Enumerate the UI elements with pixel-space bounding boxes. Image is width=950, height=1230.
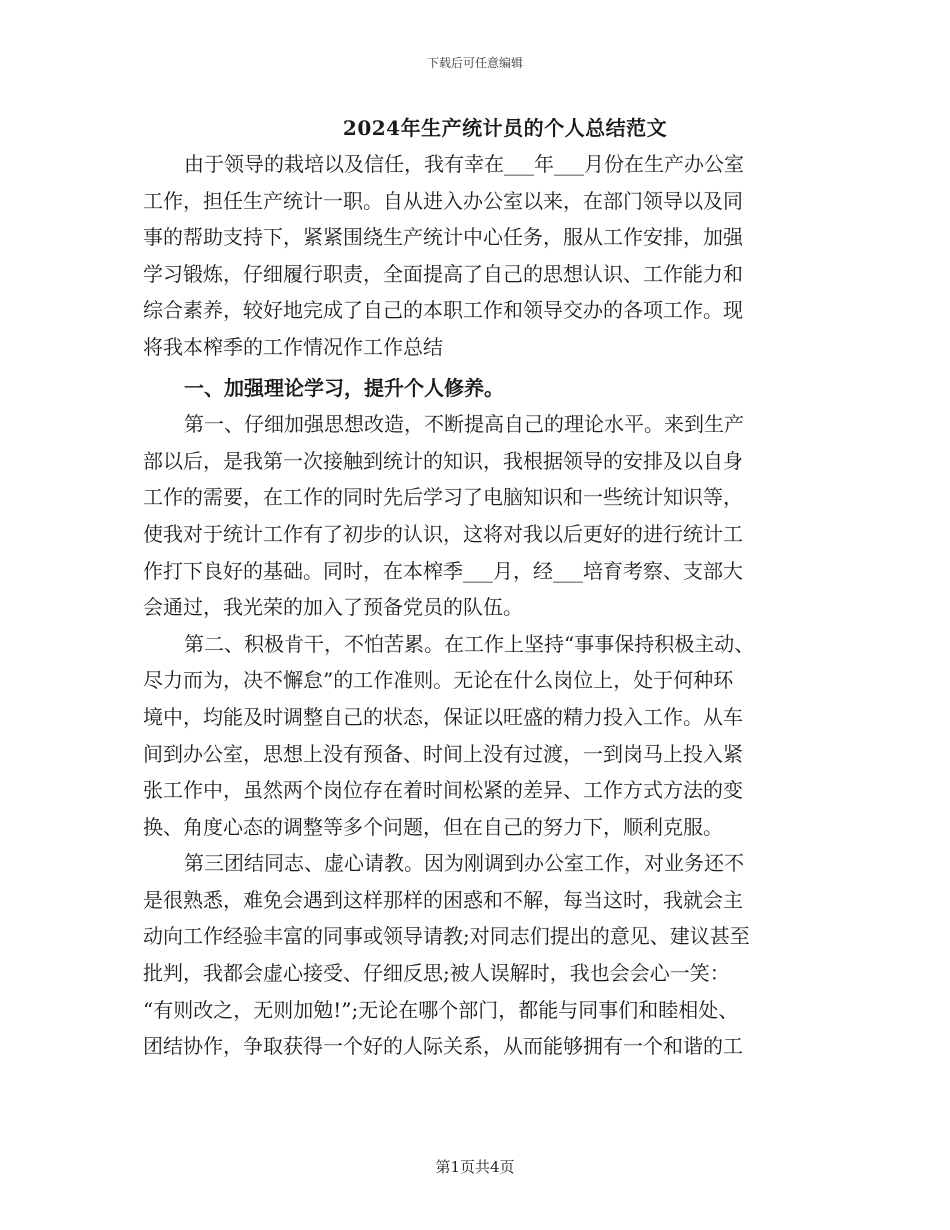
paragraph-line: 部以后，是我第一次接触到统计的知识，我根据领导的安排及以自身 <box>143 448 743 473</box>
paragraph-line: 尽力而为，决不懈怠”的工作准则。无论在什么岗位上，处于何种环 <box>143 668 734 693</box>
paragraph-line: 学习锻炼，仔细履行职责，全面提高了自己的思想认识、工作能力和 <box>143 261 743 286</box>
paragraph-line: 批判，我都会虚心接受、仔细反思;被人误解时，我也会会心一笑： <box>143 961 730 986</box>
paragraph-line: 第二、积极肯干，不怕苦累。在工作上坚持“事事保持积极主动、 <box>184 631 755 656</box>
paragraph-line: 境中，均能及时调整自己的状态，保证以旺盛的精力投入工作。从车 <box>143 704 743 729</box>
document-lines <box>143 146 807 1065</box>
paragraph-line: 使我对于统计工作有了初步的认识，这将对我以后更好的进行统计工 <box>143 521 743 546</box>
paragraph-line: 工作的需要，在工作的同时先后学习了电脑知识和一些统计知识等， <box>143 485 743 510</box>
paragraph-line: 团结协作，争取获得一个好的人际关系，从而能够拥有一个和谐的工 <box>143 1034 743 1059</box>
paragraph-line: 换、角度心态的调整等多个问题，但在自己的努力下，顺利克服。 <box>143 814 723 839</box>
paragraph-line: 动向工作经验丰富的同事或领导请教;对同志们提出的意见、建议甚至 <box>143 924 750 949</box>
document-title: 2024年生产统计员的个人总结范文 <box>342 116 668 140</box>
paragraph-line: “有则改之，无则加勉!”;无论在哪个部门，都能与同事们和睦相处、 <box>143 997 739 1022</box>
paragraph-line: 第一、仔细加强思想改造，不断提高自己的理论水平。来到生产 <box>184 412 744 437</box>
paragraph-line: 工作，担任生产统计一职。自从进入办公室以来，在部门领导以及同 <box>143 188 743 213</box>
page-header-note: 下载后可任意编辑 <box>426 56 523 70</box>
section-heading: 一、加强理论学习，提升个人修养。 <box>184 375 504 400</box>
paragraph-line: 张工作中，虽然两个岗位存在着时间松紧的差异、工作方式方法的变 <box>143 778 743 803</box>
paragraph-line: 事的帮助支持下，紧紧围绕生产统计中心任务，服从工作安排，加强 <box>143 225 743 250</box>
paragraph-line: 综合素养，较好地完成了自己的本职工作和领导交办的各项工作。现 <box>143 298 743 323</box>
paragraph-line: 是很熟悉，难免会遇到这样那样的困惑和不解，每当这时，我就会主 <box>143 887 743 912</box>
paragraph-line: 间到办公室，思想上没有预备、时间上没有过渡，一到岗马上投入紧 <box>143 741 743 766</box>
paragraph-line: 作打下良好的基础。同时，在本榨季___月，经___培育考察、支部大 <box>143 558 743 583</box>
paragraph-line: 由于领导的栽培以及信任，我有幸在___年___月份在生产办公室 <box>184 152 744 176</box>
paragraph-line: 将我本榨季的工作情况作工作总结 <box>143 334 443 359</box>
page-footer-page-info: 第1页共4页 <box>435 1158 515 1176</box>
paragraph-line: 会通过，我光荣的加入了预备党员的队伍。 <box>143 595 523 620</box>
paragraph-line: 第三团结同志、虚心请教。因为刚调到办公室工作，对业务还不 <box>184 851 744 876</box>
document-body <box>143 110 807 1065</box>
